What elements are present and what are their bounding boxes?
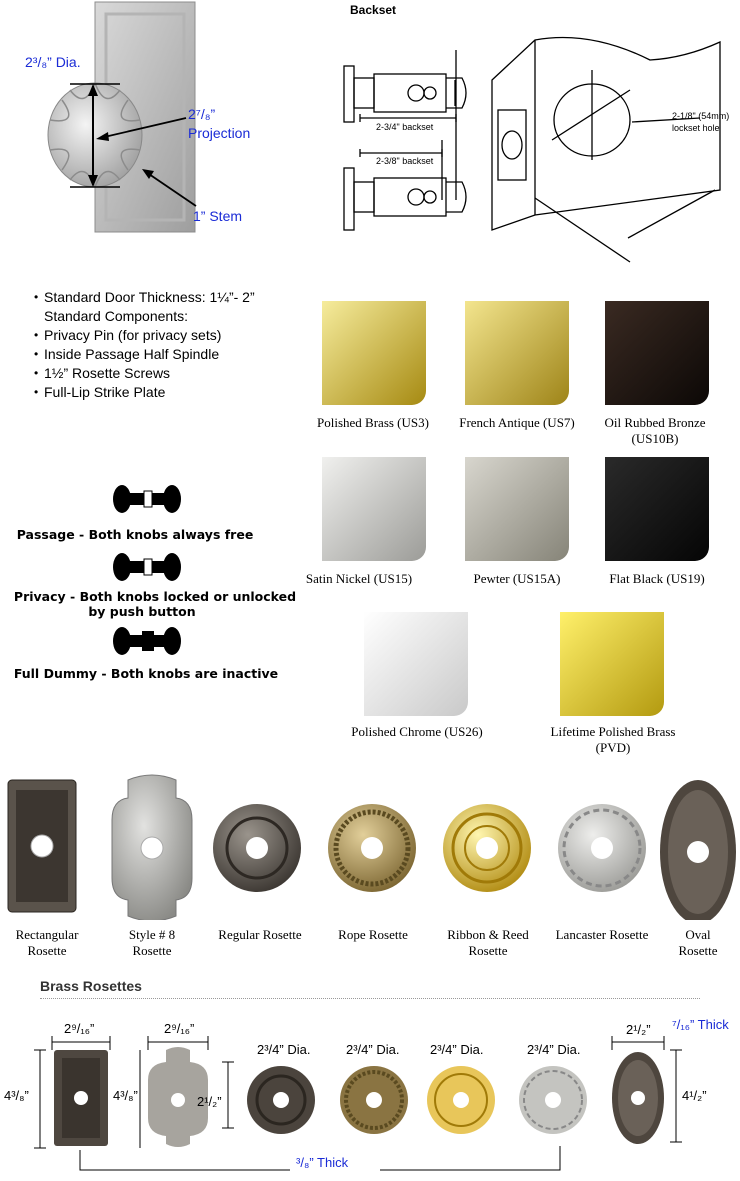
diameter-label: 2³/₈” Dia. [25,54,81,70]
spec-item: • Inside Passage Half Spindle [34,345,255,364]
finish-swatch-polished-brass [322,301,426,405]
finish-label-line2: (PVD) [595,740,631,755]
style8-inner-dim: 2¹/₂” [197,1094,222,1109]
rectangular-width-dim: 2⁹/₁₆” [64,1021,95,1036]
rosette-label-line2: Rosette [27,943,67,958]
spec-item: • Full-Lip Strike Plate [34,383,255,402]
finish-swatch-french-antique [465,301,569,405]
spec-item: Standard Components: [44,308,188,324]
rectangular-height-dim: 4³/₈” [4,1088,29,1103]
finish-label: Polished Chrome (US26) [351,724,483,739]
oval-thickness-dim: ⁷/₁₆” Thick [672,1017,729,1032]
rosette-label: Ribbon & Reed [447,927,529,942]
backset-diagram [330,0,740,270]
finish-label: Lifetime Polished Brass [550,724,676,739]
privacy-function-label: Privacy - Both knobs locked or unlocked [13,589,297,604]
style8-height-dim: 4³/₈” [113,1088,138,1103]
finish-swatch-pewter [465,457,569,561]
backset-title: Backset [350,3,397,17]
finish-swatch-polished-chrome [364,612,468,716]
rosette-label-line2: Rosette [468,943,508,958]
passage-function-icon [112,483,182,515]
oval-height-dim: 4¹/₂” [682,1088,707,1103]
dummy-function-label: Full Dummy - Both knobs are inactive [13,666,279,681]
backset-illustration [330,0,740,270]
rosette-label: Oval [685,927,711,942]
lockset-hole-size-label: 2-1/8" (54mm) [672,111,730,121]
finish-label: Satin Nickel (US15) [305,571,413,586]
rope-diameter-dim: 2³/4” Dia. [346,1042,400,1057]
style8-width-dim: 2⁹/₁₆” [164,1021,195,1036]
privacy-function-label-line2: by push button [88,604,196,619]
backset-2-3-4-label: 2-3/4" backset [376,122,434,132]
rosette-label-line2: Rosette [678,943,718,958]
stem-label: 1” Stem [193,208,243,224]
finish-label: French Antique (US7) [459,415,575,430]
privacy-function-icon [112,551,182,583]
spec-item: • Standard Door Thickness: 1¼”- 2” [34,288,255,307]
lancaster-diameter-dim: 2³/4” Dia. [527,1042,581,1057]
rosette-label: Lancaster Rosette [555,927,649,942]
spec-item: • Privacy Pin (for privacy sets) [34,326,255,345]
specs-list [34,288,255,402]
projection-label: Projection [188,125,251,141]
passage-function-label: Passage - Both knobs always free [16,527,254,542]
dummy-function-icon [112,625,182,657]
rosette-thickness-dim: ³/₈” Thick [296,1155,349,1170]
section-divider [40,998,700,999]
knob-diagram [0,0,290,250]
rosette-label: Rope Rosette [338,927,408,942]
ribbon-diameter-dim: 2³/4” Dia. [430,1042,484,1057]
finish-swatch-satin-nickel [322,457,426,561]
brass-rosettes-heading: Brass Rosettes [40,978,142,994]
finish-label-line2: (US10B) [631,431,679,446]
rosette-images [0,770,740,920]
projection-value-label: 2⁷/₈” [188,106,216,122]
finish-label: Oil Rubbed Bronze [604,415,706,430]
rosette-label-line2: Rosette [132,943,172,958]
finish-swatch-lifetime-polished-brass [560,612,664,716]
finish-label: Flat Black (US19) [609,571,705,586]
rosette-label: Rectangular [15,927,79,942]
finish-swatch-flat-black [605,457,709,561]
spec-item: • 1½” Rosette Screws [34,364,255,383]
finish-label: Pewter (US15A) [473,571,561,586]
finish-label: Polished Brass (US3) [317,415,429,430]
backset-2-3-8-label: 2-3/8" backset [376,156,434,166]
oval-width-dim: 2¹/₂” [626,1022,651,1037]
regular-diameter-dim: 2³/4” Dia. [257,1042,311,1057]
rosette-label: Regular Rosette [218,927,302,942]
rosette-label: Style # 8 [128,927,176,942]
lockset-hole-label: lockset hole [672,123,720,133]
finish-swatch-oil-rubbed-bronze [605,301,709,405]
